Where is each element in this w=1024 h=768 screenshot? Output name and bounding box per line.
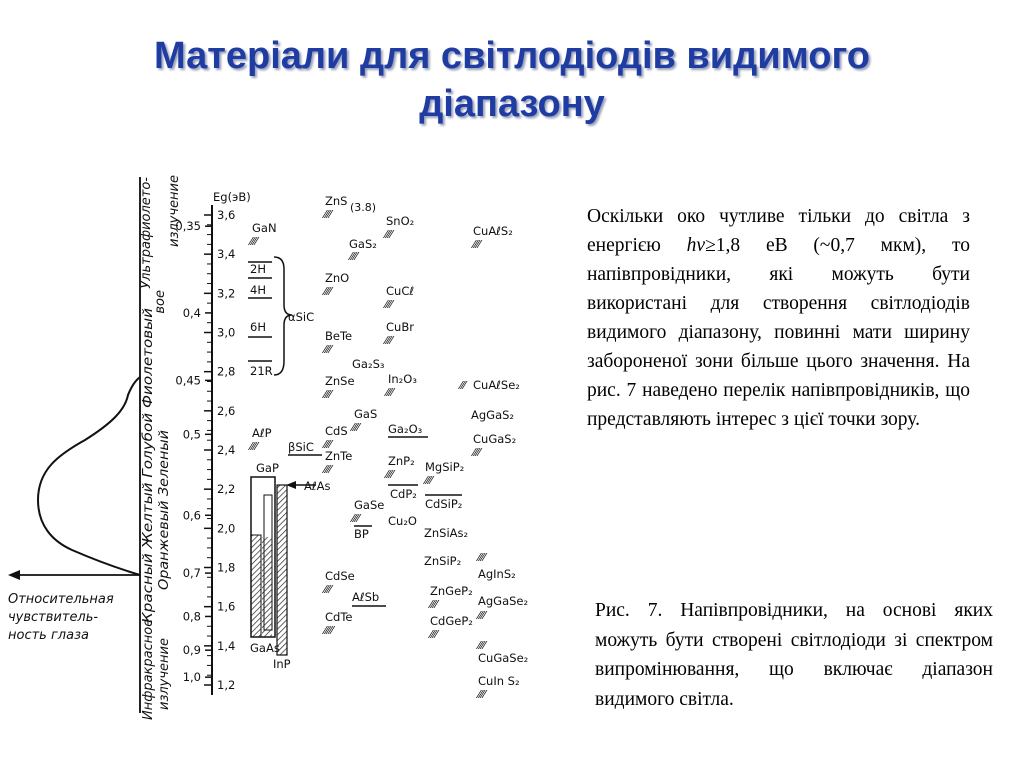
hatch-CuBr: ⁄⁄⁄⁄ [385,334,393,347]
label-bSiC: βSiC [288,440,314,454]
sensitivity-label-3: ность глаза [8,628,89,643]
eg-tick-label: 1,2 [217,678,236,692]
hatch-MgSiP2: ⁄⁄⁄⁄ [425,474,433,487]
wl-tick-label: 0,5 [182,427,201,442]
label-CuAlS2: CuAℓS₂ [473,224,513,238]
hatch-ZnGeP2: ⁄⁄⁄⁄ [430,598,438,611]
label-BeTe: BeTe [325,329,353,343]
label-GaS: GaS [354,407,378,421]
wl-tick-label: 0,4 [182,305,201,320]
eg-tick-label: 1,6 [217,599,236,614]
eg-tick-label: 3,4 [217,247,236,262]
hatch-GaSe: ⁄⁄⁄⁄ [352,512,360,525]
label-CuGaS2: CuGaS₂ [473,432,517,446]
sensitivity-arrowhead [8,570,20,580]
label-In2O3: In₂O₃ [388,372,417,386]
title-line-1: Матеріали для світлодіодів видимого [153,35,870,77]
label-CdP2: CdP₂ [390,487,417,501]
hatch-ZnS: ⁄⁄⁄⁄ [324,208,332,221]
hatch-ZnSiP2: ⁄⁄⁄⁄ [478,551,486,564]
label-Cu2O: Cu₂O [388,514,417,528]
hatch-AgGaSe2: ⁄⁄⁄⁄ [478,609,486,622]
eg-tick-label: 2,8 [217,364,236,379]
eg-tick-label: 2,4 [217,443,236,457]
label-CuBr: CuBr [386,320,414,334]
wl-ticks [175,219,212,684]
label-ZnS-value: (3.8) [350,201,377,214]
sensitivity-label-2: чувствитель- [8,610,99,625]
hatch-GaN: ⁄⁄⁄⁄ [250,235,258,248]
hatch-CdS: ⁄⁄⁄⁄ [324,438,332,451]
label-CdSiP2: CdSiP₂ [425,497,463,511]
label-ZnTe: ZnTe [325,449,353,463]
wl-tick-label: 0,8 [182,609,201,624]
label-GaN: GaN [252,221,277,235]
label-ZnSiP2: ZnSiP₂ [424,554,462,568]
hatch-ZnSe: ⁄⁄⁄⁄ [324,388,332,401]
wl-tick-label: 1,0 [182,670,201,685]
label-Ga2O3: Ga₂O₃ [388,422,423,436]
hatch-BeTe: ⁄⁄⁄⁄ [324,343,332,356]
label-MgSiP2: MgSiP₂ [425,460,465,474]
hatch-CdTe: ⁄⁄⁄⁄⁄ [324,624,334,637]
wl-tick-label: 0,7 [182,566,201,581]
label-ZnGeP2: ZnGeP₂ [430,584,473,598]
eg-tick-label: 3,2 [217,286,236,301]
hatch-In2O3: ⁄⁄⁄⁄ [386,386,394,399]
ir-label-2: излучение [157,638,172,710]
label-CuCl: CuCℓ [386,284,415,298]
title-line-2: діапазону [419,83,605,125]
body-text-before: Оскільки око чутливе тільки до світла з енергією [587,206,970,256]
label-AgInS2: AgInS₂ [478,567,516,581]
hatch-ZnTe: ⁄⁄⁄⁄ [324,463,332,476]
label-GaAs: GaAs [250,641,280,655]
hatch-GaS: ⁄⁄⁄⁄ [352,421,360,434]
GaAs-hatch [262,537,272,637]
hatch-CuInS2: ⁄⁄⁄⁄ [478,688,486,701]
label-ZnO: ZnO [325,271,350,285]
eg-tick-label: 1,8 [217,560,236,575]
label-AlAs: AℓAs [304,479,331,493]
ir-label-1: Инфракрасное [141,618,156,720]
label-GaP: GaP [256,461,279,475]
label-CuInS2: CuIn S₂ [478,674,520,688]
hatch-CuAlS2: ⁄⁄⁄⁄ [473,238,481,251]
eg-tick-label: 1,4 [217,638,236,653]
label-AlP: AℓP [252,426,272,440]
label-AgGaS2: AgGaS₂ [471,408,515,422]
label-4H: 4H [250,283,266,297]
label-CuGaSe2: CuGaSe₂ [478,651,529,665]
hatch-CdSe: ⁄⁄⁄⁄ [324,583,332,596]
hatch-CuCl: ⁄⁄⁄⁄ [385,298,393,311]
label-InP: InP [273,657,291,671]
sensitivity-label-1: Относительная [8,592,114,607]
label-GaSe: GaSe [354,498,385,512]
uv-label-2: вое [153,290,168,314]
visible-label-1: Красный Желтый Голубой Фиолетовый [141,352,156,623]
wl-tick-label: 0,9 [182,643,201,658]
label-CuAlSe2: CuAℓSe₂ [473,378,520,392]
label-ZnP2: ZnP₂ [388,454,415,468]
hatch-CuAlSe2: ⁄⁄⁄ [460,379,466,392]
hatch-CuGaS2: ⁄⁄⁄⁄ [473,446,481,459]
hatch-CdGeP2: ⁄⁄⁄⁄ [430,628,438,641]
eg-tick-label: 2,2 [217,482,236,497]
label-AlSb: AℓSb [352,590,380,604]
wl-tick-label: 0,35 [175,219,201,234]
slide-title [0,32,1024,128]
uv-label-1: Ультрафиолето- [139,177,154,289]
eg-axis-title: Eg(эВ) [213,190,251,204]
label-AgGaSe2: AgGaSe₂ [478,594,529,608]
label-GaS2: GaS₂ [349,237,377,251]
label-CdS: CdS [325,424,348,438]
hatch-ZnP2: ⁄⁄⁄⁄ [386,468,394,481]
body-text-after: 1,8 еВ (~0,7 мкм), то напівпровідники, які можуть бути використані для створення світлодіодів видимого діапазону, повинні мати ширину забороненої зони більше цього значення. На рис. 7 наведено перелік напівпровідників, що представляють інтерес з цієї точки зору. [587,235,970,430]
eg-tick-label: 3,6 [217,208,236,222]
label-2H: 2H [250,262,266,276]
label-21R: 21R [250,364,273,378]
hatch-AlP: ⁄⁄⁄⁄ [250,440,258,453]
hatch-SnO2: ⁄⁄⁄⁄ [385,228,393,241]
hatch-ZnO: ⁄⁄⁄⁄ [324,285,332,298]
hatch-CuGaSe2: ⁄⁄⁄⁄ [478,639,486,652]
label-6H: 6H [250,320,266,334]
figure-caption: Рис. 7. Напівпровідники, на основі яких можуть бути створені світлодіоди зі спектром випромінювання, що включає діапазон видимого світла. [595,600,993,710]
eg-tick-label: 2,6 [217,403,236,418]
visible-label-2: Оранжевый Зеленый [157,444,172,590]
label-ZnS: ZnS [325,194,348,208]
formula: hν≥ [686,235,716,256]
eg-tick-label: 2,0 [217,521,236,536]
uv-label-3: излучение [167,175,182,247]
eg-tick-label: 3,0 [217,325,236,340]
wl-tick-label: 0,6 [182,508,201,523]
label-ZnSe: ZnSe [325,374,355,388]
hatch-GaS2: ⁄⁄⁄⁄ [350,250,358,263]
InP-bar [277,485,287,655]
eye-sensitivity-curve [38,377,140,575]
wl-tick-label: 0,45 [175,373,201,388]
label-CdSe: CdSe [325,569,355,583]
label-Ga2S3: Ga₂S₃ [352,357,385,371]
label-SnO2: SnO₂ [386,214,415,228]
eg-ticks [204,208,235,692]
label-CdTe: CdTe [325,610,353,624]
label-ZnSiAs2: ZnSiAs₂ [424,526,469,540]
semiconductor-diagram [0,165,560,725]
GaP-hatch [251,535,261,637]
body-text [587,202,970,434]
label-CdGeP2: CdGeP₂ [430,614,473,628]
label-BP: BP [354,527,369,541]
label-aSiC: αSiC [288,310,315,324]
